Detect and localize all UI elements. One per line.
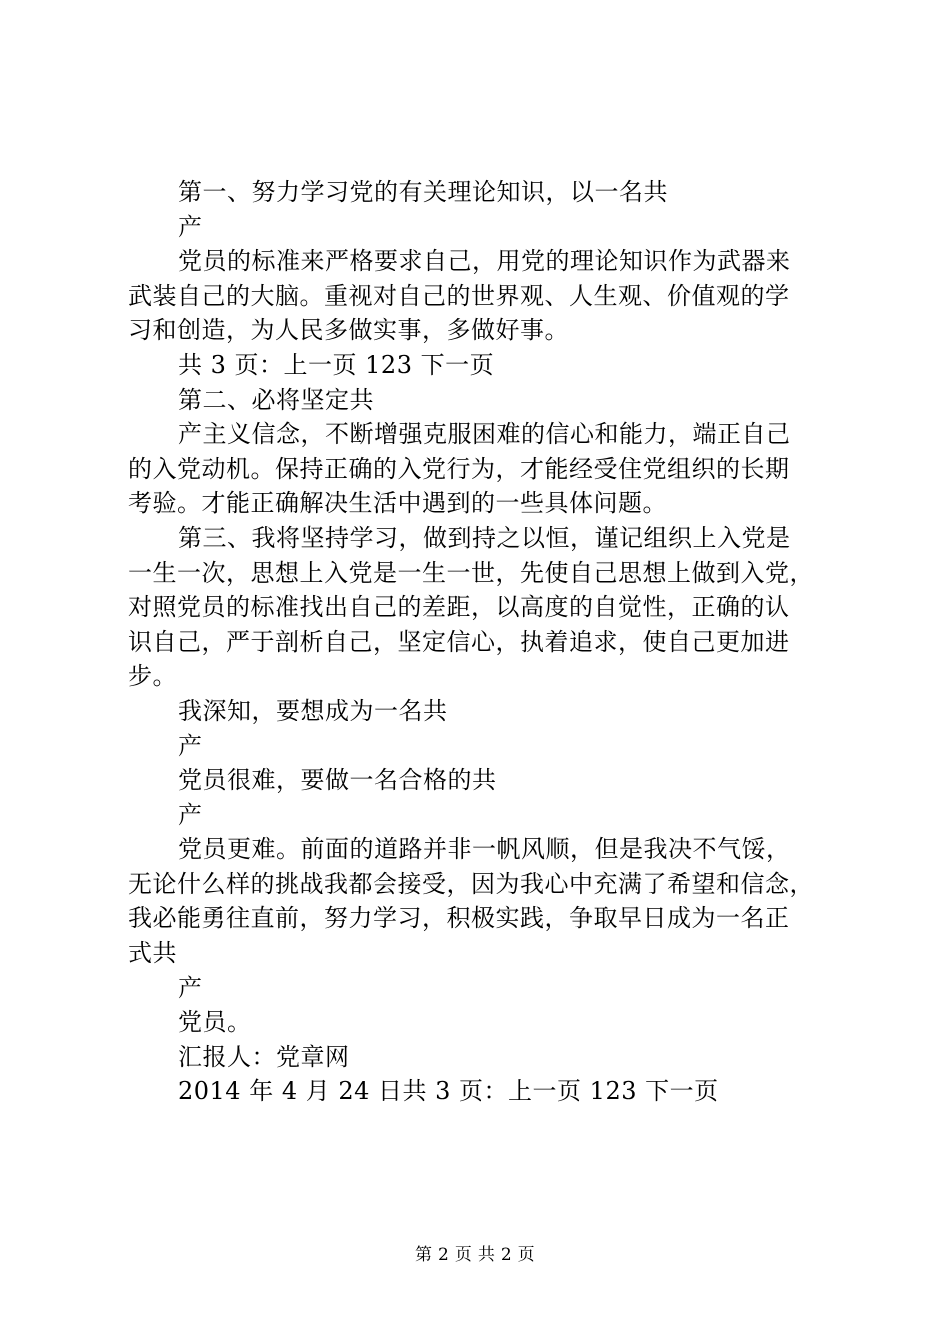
text-line: 第三、我将坚持学习，做到持之以恒，谨记组织上入党是 <box>178 523 791 552</box>
text-line: 产 <box>178 800 203 829</box>
text-line: 的入党动机。保持正确的入党行为，才能经受住党组织的长期 <box>128 454 790 483</box>
page-footer <box>0 1244 950 1266</box>
text-line: 识自己，严于剖析自己，坚定信心，执着追求，使自己更加进 <box>128 627 790 656</box>
text-line: 武装自己的大脑。重视对自己的世界观、人生观、价值观的学 <box>128 281 790 310</box>
text-line: 习和创造，为人民多做实事，多做好事。 <box>128 316 569 345</box>
text-line: 考验。才能正确解决生活中遇到的一些具体问题。 <box>128 489 667 518</box>
text-line: 无论什么样的挑战我都会接受，因为我心中充满了希望和信念， <box>128 869 814 898</box>
text-line: 产 <box>178 731 203 760</box>
text-line: 一生一次，思想上入党是一生一世，先使自己思想上做到入党， <box>128 558 814 587</box>
text-line: 党员的标准来严格要求自己，用党的理论知识作为武器来 <box>178 247 791 276</box>
page-nav-text: 共 3 页：上一页 123 下一页 <box>178 350 495 379</box>
text-line: 党员很难，要做一名合格的共 <box>178 766 497 795</box>
page-number-label: 第 2 页 共 2 页 <box>415 1245 535 1265</box>
text-line: 党员。 <box>178 1008 252 1037</box>
text-line: 产 <box>178 973 203 1002</box>
text-line: 对照党员的标准找出自己的差距，以高度的自觉性，正确的认 <box>128 593 790 622</box>
text-line: 我深知，要想成为一名共 <box>178 696 448 725</box>
document-body <box>128 175 848 1109</box>
date-line: 2014 年 4 月 24 日共 3 页：上一页 123 下一页 <box>178 1077 719 1106</box>
text-line: 我必能勇往直前，努力学习，积极实践，争取早日成为一名正 <box>128 904 790 933</box>
text-line: 产 <box>178 212 203 241</box>
text-line: 步。 <box>128 662 177 691</box>
text-line: 式共 <box>128 939 177 968</box>
text-line: 第一、努力学习党的有关理论知识，以一名共 <box>178 178 668 206</box>
text-line: 第二、必将坚定共 <box>178 385 374 414</box>
text-line: 产主义信念，不断增强克服困难的信心和能力，端正自己 <box>178 420 791 449</box>
text-line: 党员更难。前面的道路并非一帆风顺，但是我决不气馁， <box>178 835 791 864</box>
reporter-line: 汇报人：党章网 <box>178 1042 350 1071</box>
